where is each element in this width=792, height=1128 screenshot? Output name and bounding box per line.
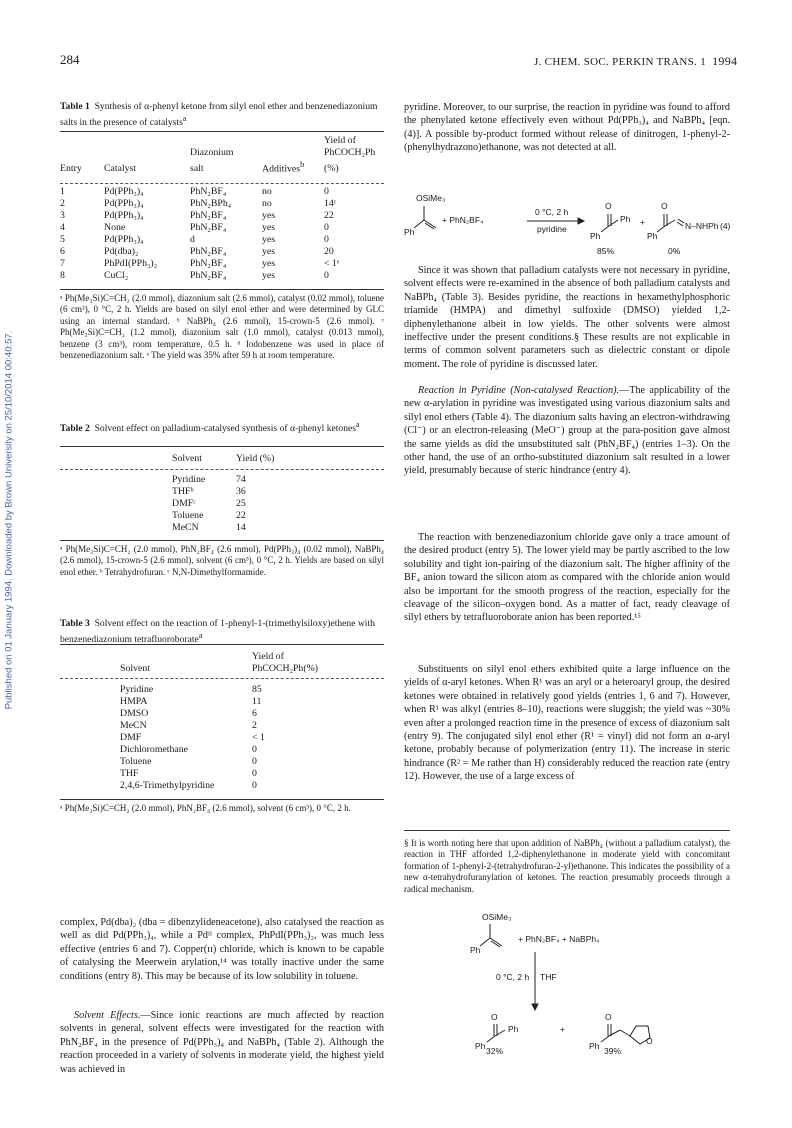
table3-head-rule — [60, 678, 384, 679]
table1-head-additives-text: Additives — [262, 163, 301, 175]
table1-cell: None — [104, 222, 126, 233]
table3-cell: < 1 — [252, 732, 265, 743]
table1-cell: yes — [262, 222, 276, 233]
table1-cell: PhN₂BF₄ — [190, 270, 227, 281]
table2-caption — [60, 419, 384, 435]
table1-body — [60, 186, 384, 282]
footnote-rule — [404, 830, 730, 831]
eq4-ph3: Ph — [620, 214, 631, 224]
table2-cell: MeCN — [172, 522, 199, 533]
table1-cell: 20 — [324, 246, 334, 257]
table2-head-solvent: Solvent — [172, 453, 202, 464]
fs-c-ph-bond — [480, 938, 490, 946]
table1-cell: PhPdI(PPh₃)₂ — [104, 258, 158, 269]
table1-head-additives — [262, 159, 324, 175]
table3-head-solvent: Solvent — [120, 663, 150, 674]
table2-cell: 22 — [236, 510, 246, 521]
table3-row — [120, 744, 296, 756]
table1-cell: yes — [262, 210, 276, 221]
table1-head-catalyst: Catalyst — [104, 163, 137, 175]
table1-label: Table 1 — [60, 101, 90, 112]
table1-cell: Pd(PPh₃)₄ — [104, 198, 144, 209]
fs-solvent: THF — [540, 972, 557, 982]
table3-row — [120, 708, 296, 720]
table1-cell: 0 — [324, 222, 329, 233]
table3-head-yield2: PhCOCH₂Ph(%) — [252, 663, 319, 674]
equation-4-structures — [404, 190, 730, 260]
table2-cell: 14 — [236, 522, 246, 533]
table1-cell: PhN₂BF₄ — [190, 258, 227, 269]
fs-osime3: OSiMe₃ — [482, 912, 512, 922]
table3-cell: Pyridine — [120, 684, 154, 695]
table3-cell: DMSO — [120, 708, 149, 719]
solvent-effects-text: —Since ionic reactions are much affected by reaction solvents in general, solvent effects were investigated for the reaction with PhN₂BF₄ in the presence of Pd(PPh₃)₄ and NaBPh₄ (Table 2). Although the reaction proceeded in a variety of solvents in moderate yield, the highest yield was achieved in — [60, 1010, 384, 1075]
right-paragraph-5: Substituents on silyl enol ethers exhibited quite a large influence on the yields of α-aryl ketones. When R¹ was an aryl or a heteroaryl group, the desired ketones were obtained in relatively good yields (entries 1, 6 and 7). However, when R¹ was alkyl (entries 8–10), reactions were sluggish; the yield was ~30% even after a prolonged reaction time in the presence of excess of diazonium salt (entry 9). The conjugated silyl enol ether (R¹ = vinyl) did not form an α-aryl ketone, probably because of polymerization (entry 11). The increase in steric hindrance (R² = Me rather than H) considerably reduced the reaction rate (entry 12). However, the use of a large excess of — [404, 664, 730, 783]
fs-ph1: Ph — [475, 1041, 486, 1051]
eq4-cn-bond — [677, 222, 683, 226]
journal-name: J. CHEM. SOC. PERKIN TRANS. 1 — [534, 56, 706, 68]
table1-cell: 22 — [324, 210, 334, 221]
eq4-cond-top: 0 °C, 2 h — [535, 207, 569, 217]
table1-head-salt: salt — [190, 163, 204, 175]
fs-plus: + — [560, 1024, 565, 1034]
table1-row — [60, 270, 368, 282]
fs-ph-bond2 — [601, 1036, 609, 1042]
table1-cell: 6 — [60, 246, 65, 257]
table1-cell: PhN₂BF₄ — [190, 210, 227, 221]
footnote-scheme-structures — [460, 912, 700, 1052]
eq4-nnhph: N–NHPh — [685, 221, 719, 231]
table3-cell: Dichloromethane — [120, 744, 189, 755]
table2-cell: DMFᶜ — [172, 498, 196, 509]
table1-cell: PhN₂BF₄ — [190, 186, 227, 197]
equation-4-scheme — [404, 190, 730, 260]
eq4-ph1: Ph — [404, 227, 415, 237]
table1-cell: yes — [262, 270, 276, 281]
table1-row — [60, 246, 368, 258]
eq4-o2: O — [661, 201, 668, 211]
table2-cell: THFᵇ — [172, 486, 194, 497]
eq4-ph4: Ph — [647, 231, 658, 241]
solvent-effects-heading: Solvent Effects. — [74, 1010, 141, 1021]
eq4-ph-bond2 — [657, 226, 665, 232]
table3-caption-sup: a — [198, 631, 203, 641]
table1-caption-sup: a — [182, 114, 187, 124]
table3-cell: 2 — [252, 720, 257, 731]
table3-row — [120, 684, 296, 696]
eq4-ch2-bond1 — [609, 220, 618, 226]
table3-row — [120, 732, 296, 744]
table1-cell: 0 — [324, 270, 329, 281]
table2-cell: 25 — [236, 498, 246, 509]
left-paragraph: complex, Pd(dba)₂ (dba = dibenzylideneacetone), also catalysed the reaction as well as did Pd(PPh₃)₄, while a Pdᴵᴵ complex, PhPdI(PPh₃)₂, was much less effective (entries 6 and 7). Copper(ɪɪ) chloride, which is known to be capable of catalysing the Meerwein arylation,¹⁴ was totally inactive under the same conditions (entry 8). This may be because of its low solubility in toluene. — [60, 917, 384, 982]
table1-caption-text: Synthesis of α-phenyl ketone from silyl enol ether and benzenediazonium salts in the presence of catalysts — [60, 101, 378, 129]
pyridine-text: —The applicability of the new α-arylation in pyridine was investigated using various diazonium salts and silyl enol ethers (Table 4). The diazonium salts having an electron-withdrawing (Cl⁻) or an electron-releasing (MeO⁻) group at the para-position gave almost the same yields as did the unsubstituted salt (PhN₂BF₄) (entries 1–3). On the other hand, the use of an ortho-substituted diazonium salt resulted in a lower yield, presumably because of steric hindrance (entry 4). — [404, 385, 730, 477]
table3-cell: HMPA — [120, 696, 148, 707]
right-paragraph-1: pyridine. Moreover, to our surprise, the reaction in pyridine was found to afford the phenylated ketone effectively even without Pd(PPh₃)₄ and NaBPh₄ [eqn. (4)]. A possible by-product formed without release of dinitrogen, 1-phenyl-2-(phenylhydrazono)ethanone, was not detected at all. — [404, 102, 730, 154]
fs-ph-bond1 — [487, 1036, 495, 1042]
solvent-effects-paragraph — [60, 1009, 384, 1076]
table2-row — [172, 474, 280, 486]
table1-cell: < 1ᵉ — [324, 258, 340, 269]
fs-ph2: Ph — [589, 1041, 600, 1051]
eq4-arrow-head — [578, 218, 584, 224]
table2-bottom-rule — [60, 540, 384, 541]
table2-cell: 74 — [236, 474, 246, 485]
fs-o1: O — [491, 1012, 498, 1022]
table1-cell: 1 — [60, 186, 65, 197]
table1-cell: Pd(PPh₃)₄ — [104, 210, 144, 221]
table1-top-rule — [60, 131, 384, 132]
download-notice: Published on 01 January 1994. Downloaded by Brown University on 25/10/2014 00:40:57. — [3, 330, 15, 710]
fs-yield2: 39% — [604, 1046, 622, 1056]
table3-row — [120, 780, 296, 792]
table3-row — [120, 756, 296, 768]
eq4-yield1: 85% — [597, 246, 615, 256]
table1-footnote: ᵃ Ph(Me₃Si)C=CH₂ (2.0 mmol), diazonium salt (2.6 mmol), catalyst (0.02 mmol), toluene (6 cm³), 0 °C, 2 h. Yields are based on silyl enol ether and were determined by GLC using an internal standard. ᵇ NaBPh₄ (2.6 mmol), 15-crown-5 (2.6 mmol). ᶜ Ph(Me₃Si)C=CH₂ (1.2 mmol), diazonium salt (1.0 mmol), catalyst (0.013 mmol), benzene (3 cm³), room temperature, 0.5 h. ᵈ Iodobenzene was used in place of benzenediazonium salt. ᵉ The yield was 35% after 59 h at room temperature. — [60, 293, 384, 361]
journal-header — [534, 54, 737, 69]
table1-row — [60, 258, 368, 270]
fs-yield1: 32% — [486, 1046, 504, 1056]
table3-cell: Toluene — [120, 756, 152, 767]
table2-head-yield: Yield (%) — [236, 453, 275, 464]
eq4-yield2: 0% — [668, 246, 681, 256]
table2-footnote: ᵃ Ph(Me₃Si)C=CH₂ (2.0 mmol), PhN₂BF₄ (2.6 mmol), Pd(PPh₃)₄ (0.02 mmol), NaBPh₄ (2.6 mmol), 15-crown-5 (2.6 mmol), solvent (6 cm³), 0 °C, 2 h. Yields are based on silyl enol ether. ᵇ Tetrahydrofuran. ᶜ N,N-Dimethylformamide. — [60, 544, 384, 577]
table3-cell: 2,4,6-Trimethylpyridine — [120, 780, 215, 791]
table3-cell: MeCN — [120, 720, 147, 731]
table1-cell: yes — [262, 246, 276, 257]
eq4-cond-bottom: pyridine — [537, 224, 567, 234]
table1-cell: 0 — [324, 186, 329, 197]
page-number: 284 — [60, 52, 80, 67]
footnote-section: § It is worth noting here that upon addition of NaBPh₄ (without a palladium catalyst), the reaction in THF afforded 1,2-diphenylethanone in moderate yield with concomitant formation of 1-phenyl-2-(tetrahydrofuran-2-yl)ethanone. This indicates the possibility of a new α-tetrahydrofuranylation of ketones. The reaction presumably proceeds through a radical mechanism. — [404, 838, 730, 894]
table2-head — [172, 453, 278, 465]
table2-rows — [172, 474, 280, 534]
table1-cell: Pd(PPh₃)₄ — [104, 234, 144, 245]
table1-head-yield1: Yield of — [324, 135, 356, 146]
table1-head-diazonium: Diazonium — [190, 147, 234, 158]
eq4-plus: + — [640, 217, 645, 227]
table2-cell: Toluene — [172, 510, 204, 521]
footnote-scheme — [460, 912, 700, 1052]
eq4-label: (4) — [720, 221, 731, 231]
table2-label: Table 2 — [60, 423, 90, 435]
eq4-ph2: Ph — [590, 231, 601, 241]
right-paragraph-4: The reaction with benzenediazonium chloride gave only a trace amount of the desired product (entry 5). The lower yield may be partly ascribed to the low solubility and tight ion-pairing of the diazonium salt. The higher affinity of the BF₄ anion toward the silicon atom as compared with the chloride anion would also be important for the smooth progress of the reaction, especially for the cleavage of the silicon–oxygen bond. As a matter of fact, ready cleavage of silyl ethers by tetrafluoroborate anion has been reported.¹⁵ — [404, 532, 730, 624]
table1-cell: 8 — [60, 270, 65, 281]
table3-row — [120, 696, 296, 708]
eq4-o1: O — [605, 201, 612, 211]
table1-head-rule — [60, 183, 384, 184]
table3-caption-text: Solvent effect on the reaction of 1-phenyl-1-(trimethylsiloxy)ethene with benzenediazonium tetrafluoroborate — [60, 618, 375, 646]
eq4-ph-bond1 — [601, 226, 609, 232]
table1-cell: yes — [262, 234, 276, 245]
table3-cell: 0 — [252, 768, 257, 779]
table1-cell: Pd(PPh₃)₄ — [104, 186, 144, 197]
table3-cell: 85 — [252, 684, 262, 695]
table3-cell: 6 — [252, 708, 257, 719]
journal-year: 1994 — [712, 54, 738, 68]
table1-cell: no — [262, 198, 272, 209]
table3-footnote: ᵃ Ph(Me₃Si)C=CH₂ (2.0 mmol), PhN₂BF₄ (2.6 mmol), solvent (6 cm³), 0 °C, 2 h. — [60, 803, 351, 813]
table1-row — [60, 186, 368, 198]
table2-caption-sup: a — [356, 420, 360, 429]
table1-head-yield2: PhCOCH₂Ph — [324, 147, 376, 158]
fs-ch2-ring-bond — [620, 1030, 630, 1036]
table1-cell: 2 — [60, 198, 65, 209]
eq4-c-ph-bond — [414, 220, 424, 228]
fs-ph: Ph — [470, 945, 481, 955]
table1-caption — [60, 101, 384, 130]
table1-cell: 7 — [60, 258, 65, 269]
table1-rows — [60, 186, 368, 282]
fs-arrow-head — [532, 1004, 538, 1010]
right-paragraph-3 — [404, 384, 730, 478]
table1-cell: PhN₂BPh₄ — [190, 198, 232, 209]
table1-cell: PhN₂BF₄ — [190, 222, 227, 233]
table3-cell: 11 — [252, 696, 262, 707]
table1-row — [60, 222, 368, 234]
fs-reagents: + PhN₂BF₄ + NaBPh₄ — [518, 934, 600, 944]
table3-caption — [60, 618, 384, 647]
table3-label: Table 3 — [60, 618, 90, 629]
table1-cell: 0 — [324, 234, 329, 245]
table2-row — [172, 522, 280, 534]
table1-head-additives-sup: b — [300, 160, 305, 169]
table3-cell: 0 — [252, 780, 257, 791]
table2-row — [172, 510, 280, 522]
table1-cell: CuCl₂ — [104, 270, 129, 281]
table2-cell: 36 — [236, 486, 246, 497]
table1-cell: PhN₂BF₄ — [190, 246, 227, 257]
table2-caption-text: Solvent effect on palladium-catalysed synthesis of α-phenyl ketones — [94, 423, 356, 435]
table1-cell: 14ᶜ — [324, 198, 337, 209]
table1-cell: 5 — [60, 234, 65, 245]
fs-ph1b: Ph — [508, 1024, 519, 1034]
table3-body — [120, 684, 296, 792]
table3-head — [120, 651, 322, 675]
table1-cell: 4 — [60, 222, 65, 233]
table1-cell: yes — [262, 258, 276, 269]
right-paragraph-2: Since it was shown that palladium catalysts were not necessary in pyridine, solvent effects were re-examined in the absence of both palladium catalysts and NaBPh₄ (Table 3). Besides pyridine, the reactions in hexamethylphosphoric triamide (HMPA) and dimethyl sulfoxide (DMSO) yielded 1,2-diphenylethanone albeit in low yields. The other solvents were almost ineffective under the present conditions.§ These results are not explicable in terms of common solvent parameters such as dielectric constant or dipole moment. The role of pyridine is discussed later. — [404, 265, 730, 370]
table3-top-rule — [60, 644, 384, 645]
table2-cell: Pyridine — [172, 474, 206, 485]
table3-cell: DMF — [120, 732, 142, 743]
table1-row — [60, 198, 368, 210]
table2-head-rule — [60, 469, 384, 470]
fs-cond: 0 °C, 2 h — [496, 972, 530, 982]
table1-row — [60, 234, 368, 246]
fs-o-ring: O — [646, 1036, 653, 1046]
table1-head-entry: Entry — [60, 163, 82, 175]
eq4-osime3: OSiMe₃ — [416, 193, 446, 203]
table3-row — [120, 768, 296, 780]
table1-head-yield3: (%) — [324, 163, 339, 175]
table3-rows — [120, 684, 296, 792]
table2-row — [172, 486, 280, 498]
fs-o2: O — [605, 1012, 612, 1022]
pyridine-heading: Reaction in Pyridine (Non-catalysed Reaction). — [418, 385, 620, 396]
table1-cell: Pd(dba)₂ — [104, 246, 139, 257]
table2-body — [172, 474, 280, 534]
table3-cell: 0 — [252, 744, 257, 755]
table1 — [60, 135, 384, 175]
table3-cell: THF — [120, 768, 139, 779]
table1-bottom-rule — [60, 289, 384, 290]
table3-bottom-rule — [60, 799, 384, 800]
table1-row — [60, 210, 368, 222]
table2-top-rule — [60, 446, 384, 447]
table3-head-yield1: Yield of — [252, 651, 284, 662]
table1-cell: no — [262, 186, 272, 197]
table1-cell: 3 — [60, 210, 65, 221]
eq4-reagent: + PhN₂BF₄ — [442, 215, 484, 225]
table3-cell: 0 — [252, 756, 257, 767]
eq4-cn-bond2 — [678, 219, 684, 223]
table2-row — [172, 498, 280, 510]
table1-cell: d — [190, 234, 195, 245]
table3-row — [120, 720, 296, 732]
